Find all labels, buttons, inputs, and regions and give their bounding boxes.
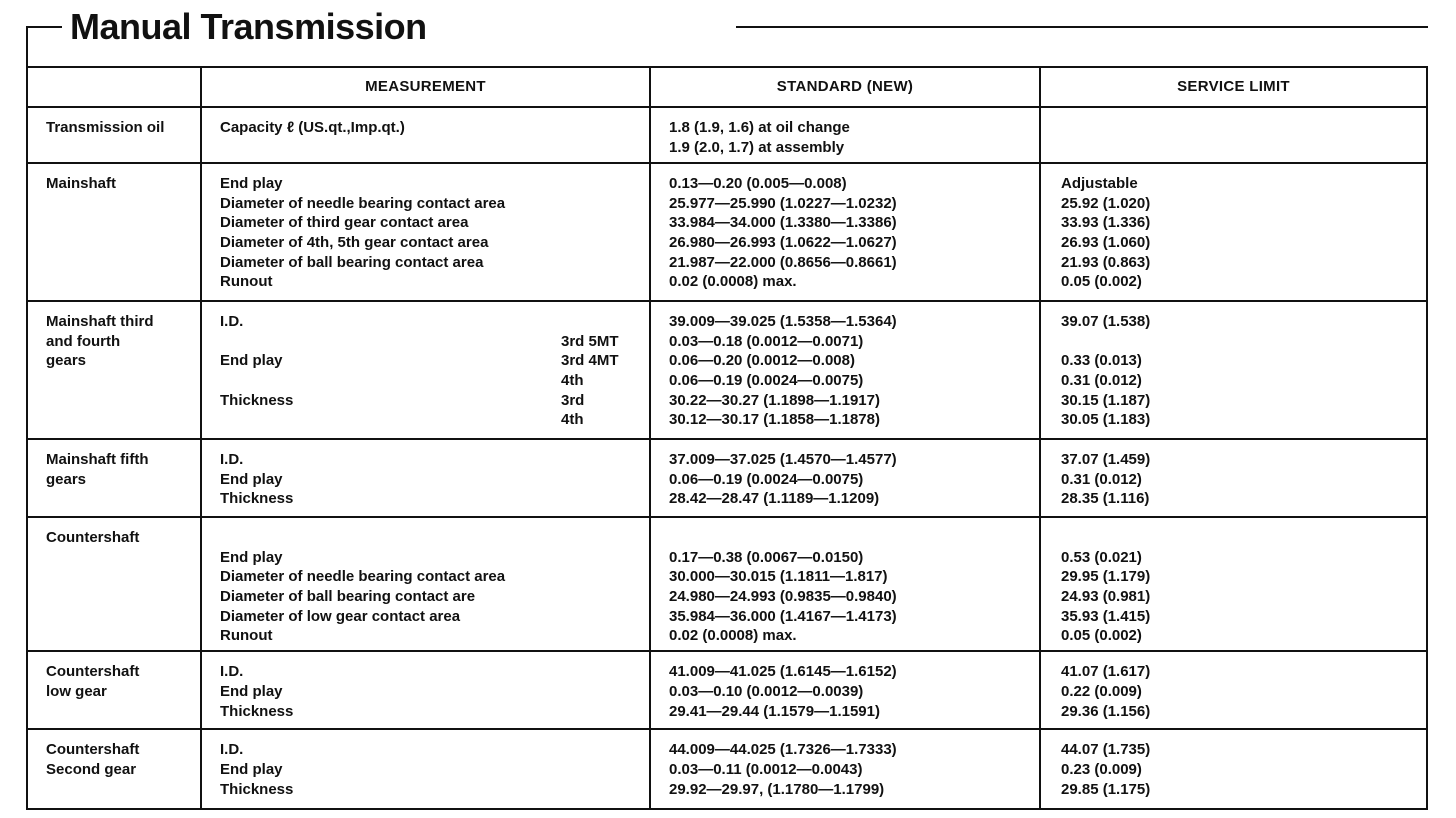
cell-line: Diameter of needle bearing contact area: [220, 194, 506, 212]
cell-line: 0.05 (0.002): [1061, 627, 1142, 645]
cell-line: 0.31 (0.012): [1061, 470, 1142, 488]
cell-line: End play: [220, 548, 283, 566]
header-row: [27, 67, 1427, 107]
cell-line: 26.980—26.993 (1.0622—1.0627): [669, 234, 897, 252]
cell-line: 41.009—41.025 (1.6145—1.6152): [669, 663, 897, 681]
cell-line: Adjustable: [1061, 175, 1138, 192]
measurement-cell: [201, 729, 650, 809]
cell-line: gears: [46, 352, 87, 370]
cell-line: 26.93 (1.060): [1061, 234, 1151, 252]
cell-line: 1.9 (2.0, 1.7) at assembly: [669, 138, 845, 156]
cell-line: 0.17—0.38 (0.0067—0.0150): [669, 548, 864, 566]
measurement-sublabel: 3rd 5MT: [561, 332, 619, 350]
standard-cell: [650, 729, 1040, 809]
cell-line: Runout: [220, 627, 273, 645]
table-row: [27, 301, 1427, 439]
cell-line: Transmission oil: [46, 119, 165, 136]
cell-line: and fourth: [46, 332, 121, 350]
cell-line: 0.02 (0.0008) max.: [669, 627, 797, 645]
cell-line: 29.92—29.97, (1.1780—1.1799): [669, 780, 885, 798]
service-limit-cell: [1040, 729, 1427, 809]
measurement-sublabel: 4th: [561, 372, 584, 390]
measurement-label: End play: [220, 352, 283, 370]
table-row: [27, 163, 1427, 301]
cell-line: Thickness: [220, 702, 294, 720]
cell-line: 29.41—29.44 (1.1579—1.1591): [669, 702, 880, 720]
cell-line: 0.23 (0.009): [1061, 760, 1142, 778]
part-cell: [27, 439, 201, 517]
service-limit-cell: [1040, 651, 1427, 729]
measurement-line: [220, 410, 643, 430]
service-limit-cell: [1040, 301, 1427, 439]
part-cell: [27, 163, 201, 301]
cell-line: Diameter of ball bearing contact area: [220, 253, 484, 271]
measurement-label: I.D.: [220, 313, 244, 330]
cell-line: 39.009—39.025 (1.5358—1.5364): [669, 313, 897, 330]
service-limit-cell: [1040, 107, 1427, 163]
measurement-cell: [201, 163, 650, 301]
cell-line: 0.06—0.20 (0.0012—0.008): [669, 352, 855, 370]
spec-table-body: [27, 107, 1427, 809]
cell-line: 30.22—30.27 (1.1898—1.1917): [669, 391, 880, 409]
cell-line: 44.009—44.025 (1.7326—1.7333): [669, 741, 897, 759]
cell-line: 0.06—0.19 (0.0024—0.0075): [669, 470, 864, 488]
measurement-label: Thickness: [220, 391, 294, 409]
cell-line: 28.35 (1.116): [1061, 490, 1150, 508]
cell-line: End play: [220, 682, 283, 700]
cell-line: 30.12—30.17 (1.1858—1.1878): [669, 411, 880, 429]
cell-line: End play: [220, 760, 283, 778]
cell-line: Mainshaft third: [46, 313, 154, 330]
measurement-cell: [201, 439, 650, 517]
cell-line: 1.8 (1.9, 1.6) at oil change: [669, 119, 850, 136]
standard-cell: [650, 517, 1040, 651]
cell-line: 24.980—24.993 (0.9835—0.9840): [669, 588, 897, 606]
title-left-rule: [26, 26, 62, 28]
cell-line: Diameter of low gear contact area: [220, 607, 461, 625]
part-cell: [27, 729, 201, 809]
cell-line: 0.31 (0.012): [1061, 372, 1142, 390]
cell-line: Mainshaft fifth: [46, 451, 149, 468]
cell-line: Diameter of needle bearing contact area: [220, 568, 506, 586]
cell-line: 37.009—37.025 (1.4570—1.4577): [669, 451, 897, 468]
cell-line: 44.07 (1.735): [1061, 741, 1151, 759]
blank-line: [669, 528, 1033, 548]
cell-line: 35.984—36.000 (1.4167—1.4173): [669, 607, 897, 625]
cell-line: 0.13—0.20 (0.005—0.008): [669, 175, 847, 192]
standard-cell: [650, 651, 1040, 729]
measurement-cell: [201, 107, 650, 163]
part-cell: [27, 517, 201, 651]
measurement-sublabel: 3rd 4MT: [561, 352, 619, 370]
cell-line: Mainshaft: [46, 175, 117, 192]
blank-line: [1061, 528, 1420, 548]
cell-line: I.D.: [220, 451, 244, 468]
cell-line: 39.07 (1.538): [1061, 313, 1151, 330]
standard-cell: [650, 107, 1040, 163]
table-row: [27, 729, 1427, 809]
header-measurement: MEASUREMENT: [201, 67, 650, 107]
service-limit-cell: [1040, 439, 1427, 517]
cell-line: End play: [220, 175, 283, 192]
cell-line: 0.03—0.18 (0.0012—0.0071): [669, 332, 864, 350]
cell-line: 30.05 (1.183): [1061, 411, 1151, 429]
cell-line: 21.93 (0.863): [1061, 253, 1151, 271]
measurement-cell: [201, 301, 650, 439]
measurement-cell: [201, 651, 650, 729]
cell-line: I.D.: [220, 741, 244, 759]
cell-line: Thickness: [220, 780, 294, 798]
cell-line: 0.53 (0.021): [1061, 548, 1142, 566]
cell-line: 0.05 (0.002): [1061, 273, 1142, 291]
cell-line: Diameter of 4th, 5th gear contact area: [220, 234, 489, 252]
measurement-line: [220, 312, 643, 332]
measurement-sublabel: [561, 312, 643, 332]
cell-line: 0.33 (0.013): [1061, 352, 1142, 370]
cell-line: 35.93 (1.415): [1061, 607, 1151, 625]
blank-line: [220, 528, 643, 548]
measurement-cell: [201, 517, 650, 651]
header-part: [27, 67, 201, 107]
cell-line: 0.03—0.11 (0.0012—0.0043): [669, 760, 863, 778]
cell-line: 24.93 (0.981): [1061, 588, 1151, 606]
part-cell: [27, 301, 201, 439]
measurement-line: [220, 351, 643, 371]
part-cell: [27, 651, 201, 729]
table-row: [27, 439, 1427, 517]
table-row: [27, 517, 1427, 651]
standard-cell: [650, 439, 1040, 517]
header-service-limit: SERVICE LIMIT: [1040, 67, 1427, 107]
cell-line: 41.07 (1.617): [1061, 663, 1151, 681]
cell-line: 29.95 (1.179): [1061, 568, 1151, 586]
table-row: [27, 651, 1427, 729]
cell-line: Diameter of third gear contact area: [220, 214, 469, 232]
cell-line: gears: [46, 470, 87, 488]
cell-line: Diameter of ball bearing contact are: [220, 588, 476, 606]
cell-line: 0.22 (0.009): [1061, 682, 1142, 700]
title-right-rule: [736, 26, 1428, 28]
cell-line: Countershaft: [46, 663, 140, 681]
cell-line: I.D.: [220, 663, 244, 681]
standard-cell: [650, 163, 1040, 301]
cell-line: 37.07 (1.459): [1061, 451, 1151, 468]
service-limit-cell: [1040, 163, 1427, 301]
measurement-line: [220, 371, 643, 391]
cell-line: 33.93 (1.336): [1061, 214, 1151, 232]
cell-line: 29.36 (1.156): [1061, 702, 1151, 720]
cell-line: Countershaft: [46, 529, 140, 546]
page-title: Manual Transmission: [70, 6, 427, 47]
cell-line: Capacity ℓ (US.qt.,Imp.qt.): [220, 119, 405, 136]
cell-line: Second gear: [46, 760, 137, 778]
spec-table: [26, 66, 1428, 810]
cell-line: 29.85 (1.175): [1061, 780, 1151, 798]
cell-line: Countershaft: [46, 741, 140, 759]
measurement-sublabel: 3rd: [561, 391, 585, 409]
cell-line: low gear: [46, 682, 107, 700]
cell-line: Thickness: [220, 490, 294, 508]
cell-line: 0.02 (0.0008) max.: [669, 273, 797, 291]
cell-line: 25.977—25.990 (1.0227—1.0232): [669, 194, 897, 212]
part-cell: [27, 107, 201, 163]
cell-line: 30.000—30.015 (1.1811—1.817): [669, 568, 888, 586]
cell-line: 0.06—0.19 (0.0024—0.0075): [669, 372, 864, 390]
measurement-line: [220, 332, 643, 352]
cell-line: 0.03—0.10 (0.0012—0.0039): [669, 682, 864, 700]
standard-cell: [650, 301, 1040, 439]
cell-line: Runout: [220, 273, 273, 291]
cell-line: 21.987—22.000 (0.8656—0.8661): [669, 253, 897, 271]
header-standard: STANDARD (NEW): [650, 67, 1040, 107]
measurement-line: [220, 391, 643, 411]
cell-line: [1061, 332, 1420, 352]
cell-line: End play: [220, 470, 283, 488]
cell-line: 30.15 (1.187): [1061, 391, 1151, 409]
measurement-sublabel: 4th: [561, 411, 584, 429]
table-row: [27, 107, 1427, 163]
cell-line: 33.984—34.000 (1.3380—1.3386): [669, 214, 897, 232]
cell-line: 25.92 (1.020): [1061, 194, 1151, 212]
service-limit-cell: [1040, 517, 1427, 651]
cell-line: 28.42—28.47 (1.1189—1.1209): [669, 490, 880, 508]
